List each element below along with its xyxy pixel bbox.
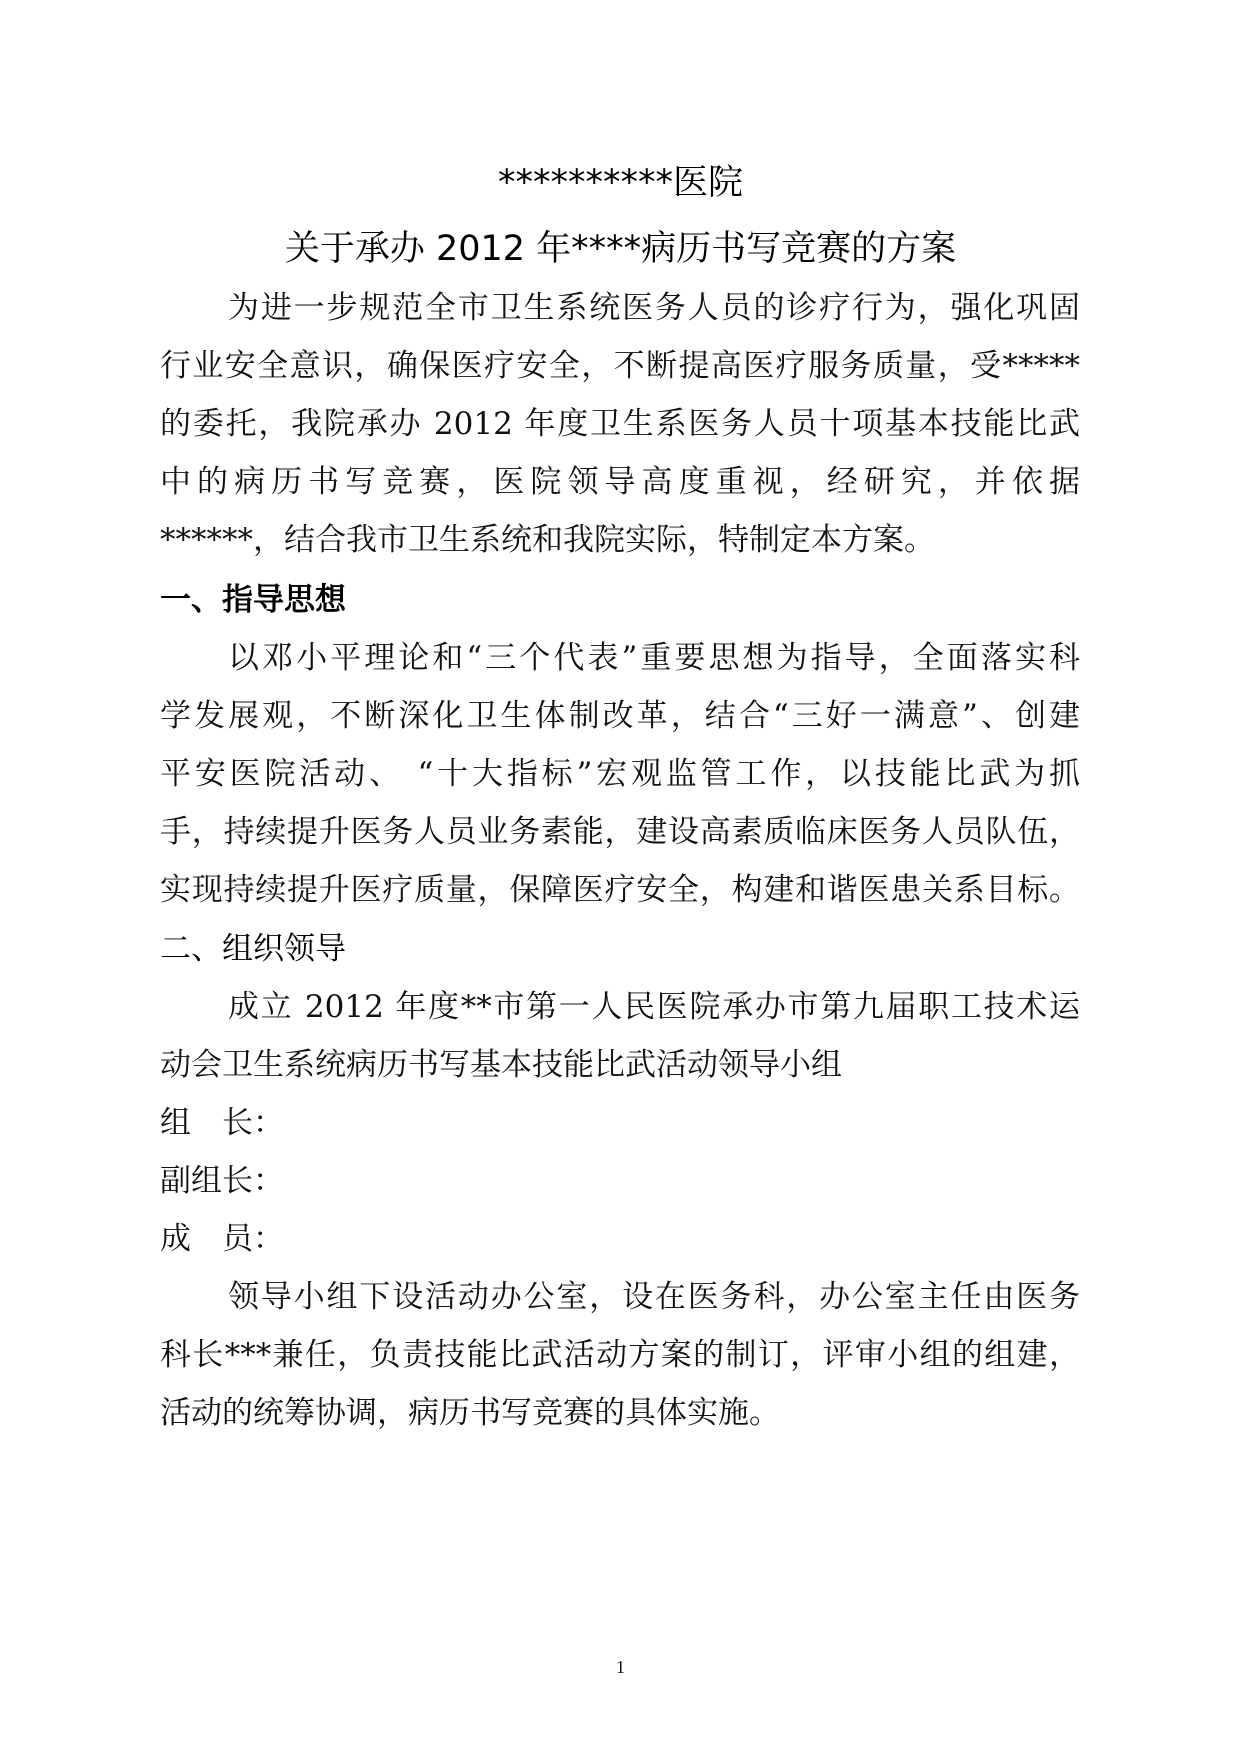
intro-line-1: 为进一步规范全市卫生系统医务人员的诊疗行为，强化巩固 <box>228 290 1080 326</box>
page-number: 1 <box>616 1657 625 1677</box>
office-line-3: 活动的统筹协调，病历书写竞赛的具体实施。 <box>160 1395 780 1431</box>
office-line-2: 科长***兼任，负责技能比武活动方案的制订，评审小组的组建， <box>160 1337 1080 1373</box>
intro-line-4: 中的病历书写竞赛，医院领导高度重视，经研究，并依据 <box>160 464 1080 500</box>
section2-line-1: 成立 2012 年度**市第一人民医院承办市第九届职工技术运 <box>228 989 1080 1025</box>
intro-line-5: ******，结合我市卫生系统和我院实际，特制定本方案。 <box>160 522 935 558</box>
section-heading-guiding-ideology: 一、指导思想 <box>160 582 346 618</box>
office-line-1: 领导小组下设活动办公室，设在医务科，办公室主任由医务 <box>228 1279 1080 1315</box>
intro-line-3: 的委托，我院承办 2012 年度卫生系医务人员十项基本技能比武 <box>160 406 1080 442</box>
role-group-leader: 组 长： <box>160 1105 284 1141</box>
section1-line-3: 平安医院活动、 “十大指标”宏观监管工作，以技能比武为抓 <box>160 756 1080 792</box>
section2-line-2: 动会卫生系统病历书写基本技能比武活动领导小组 <box>160 1047 842 1083</box>
document-title-plan: 关于承办 2012 年****病历书写竞赛的方案 <box>284 229 957 269</box>
section1-line-2: 学发展观，不断深化卫生体制改革，结合“三好一满意”、创建 <box>160 698 1080 734</box>
section-heading-organization: 二、组织领导 <box>160 931 346 967</box>
section1-line-1: 以邓小平理论和“三个代表”重要思想为指导，全面落实科 <box>228 640 1080 676</box>
document-title-hospital: **********医院 <box>497 163 743 203</box>
role-deputy-leader: 副组长： <box>160 1163 284 1199</box>
section1-line-4: 手，持续提升医务人员业务素能，建设高素质临床医务人员队伍， <box>160 814 1080 850</box>
section1-line-5: 实现持续提升医疗质量，保障医疗安全，构建和谐医患关系目标。 <box>160 872 1080 908</box>
role-members: 成 员： <box>160 1221 284 1257</box>
intro-line-2: 行业安全意识，确保医疗安全，不断提高医疗服务质量，受***** <box>160 348 1080 384</box>
